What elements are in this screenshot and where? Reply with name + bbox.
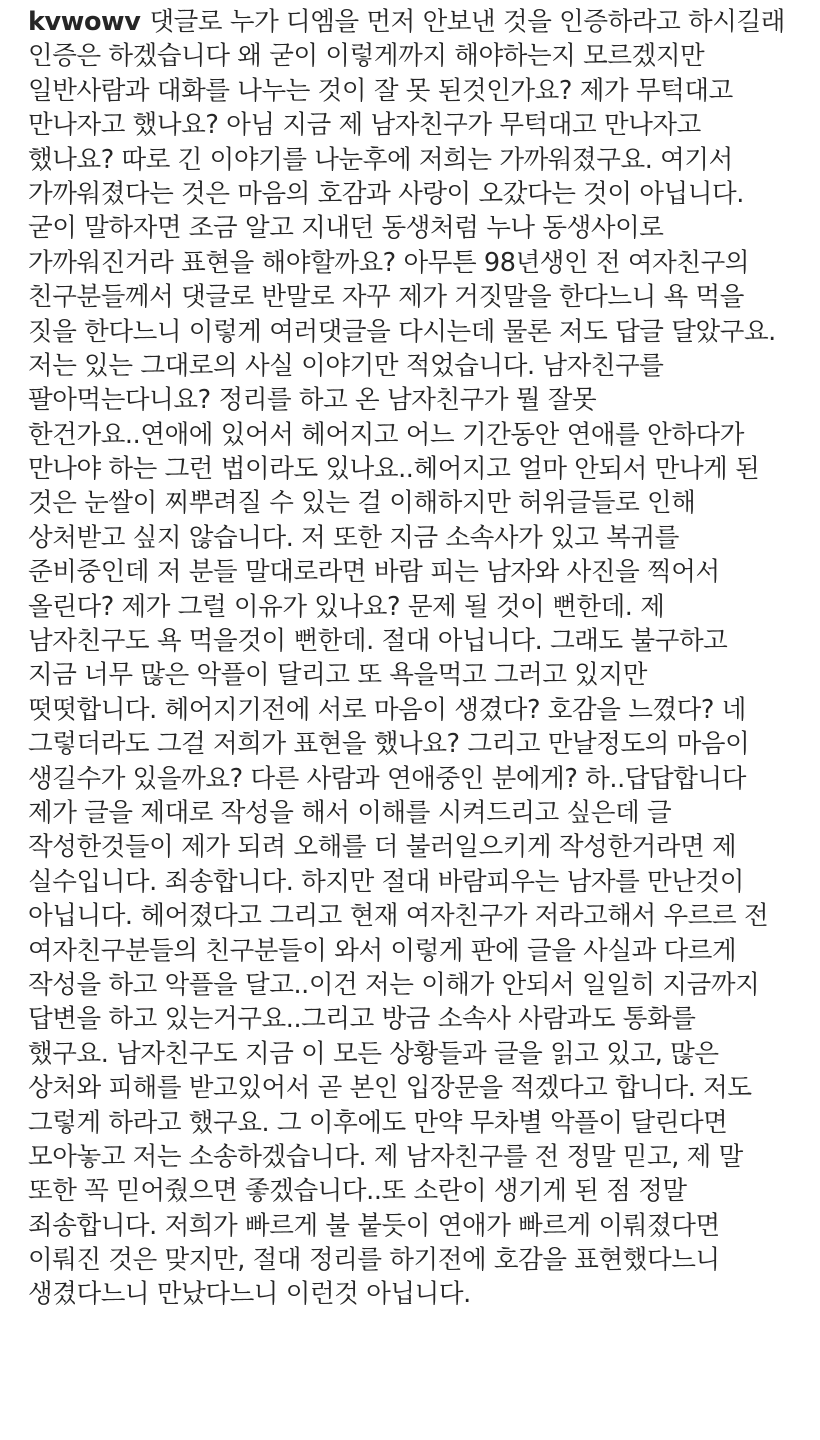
comment-line: 올린다? 제가 그럴 이유가 있나요? 문제 될 것이 뻔한데. 제 bbox=[28, 591, 665, 622]
comment-line: 했구요. 남자친구도 지금 이 모든 상황들과 글을 읽고 있고, 많은 bbox=[28, 1038, 719, 1069]
comment-line: 지금 너무 많은 악플이 달리고 또 욕을먹고 그러고 있지만 bbox=[28, 660, 648, 691]
comment-line: 저는 있는 그대로의 사실 이야기만 적었습니다. 남자친구를 bbox=[28, 350, 664, 381]
comment-line: 죄송합니다. 저희가 빠르게 불 붙듯이 연애가 빠르게 이뤄졌다면 bbox=[28, 1210, 720, 1241]
comment-line: 짓을 한다느니 이렇게 여러댓글을 다시는데 물론 저도 답글 달았구요. bbox=[28, 316, 776, 347]
comment-line: 이뤄진 것은 맞지만, 절대 정리를 하기전에 호감을 표현했다느니 bbox=[28, 1245, 720, 1276]
comment-line: 굳이 말하자면 조금 알고 지내던 동생처럼 누나 동생사이로 bbox=[28, 213, 664, 244]
comment-line: 제가 글을 제대로 작성을 해서 이해를 시켜드리고 싶은데 글 bbox=[28, 797, 672, 828]
comment-line: 생길수가 있을까요? 다른 사람과 연애중인 분에게? 하..답답합니다 bbox=[28, 763, 746, 794]
comment-line: 일반사람과 대화를 나누는 것이 잘 못 된것인가요? 제가 무턱대고 bbox=[28, 75, 733, 106]
comment-line: 가까워진거라 표현을 해야할까요? 아무튼 98년생인 전 여자친구의 bbox=[28, 247, 750, 278]
comment-text: 댓글로 누가 디엠을 먼저 안보낸 것을 인증하라고 하시길래 bbox=[149, 7, 785, 37]
comment-line: 했나요? 따로 긴 이야기를 나눈후에 저희는 가까워졌구요. 여기서 bbox=[28, 144, 733, 175]
comment-line: 떳떳합니다. 헤어지기전에 서로 마음이 생겼다? 호감을 느꼈다? 네 bbox=[28, 694, 746, 725]
comment-line: 또한 꼭 믿어줬으면 좋겠습니다..또 소란이 생기게 된 점 정말 bbox=[28, 1176, 687, 1207]
comment-line: 준비중인데 저 분들 말대로라면 바람 피는 남자와 사진을 찍어서 bbox=[28, 557, 720, 588]
comment-line: 작성을 하고 악플을 달고..이건 저는 이해가 안되서 일일히 지금까지 bbox=[28, 969, 760, 1000]
comment-line: 실수입니다. 죄송합니다. 하지만 절대 바람피우는 남자를 만난것이 bbox=[28, 866, 744, 897]
comment-line: 친구분들께서 댓글로 반말로 자꾸 제가 거짓말을 한다느니 욕 먹을 bbox=[28, 282, 744, 313]
comment-line: 작성한것들이 제가 되려 오해를 더 불러일으키게 작성한거라면 제 bbox=[28, 832, 737, 863]
comment-line: 아닙니다. 헤어졌다고 그리고 현재 여자친구가 저라고해서 우르르 전 bbox=[28, 901, 769, 932]
comment-line: 모아놓고 저는 소송하겠습니다. 제 남자친구를 전 정말 믿고, 제 말 bbox=[28, 1141, 743, 1172]
comment-line: 그렇게 하라고 했구요. 그 이후에도 만약 무차별 악플이 달린다면 bbox=[28, 1107, 728, 1138]
comment-line: 가까워졌다는 것은 마음의 호감과 사랑이 오갔다는 것이 아닙니다. bbox=[28, 178, 744, 209]
comment-line: 답변을 하고 있는거구요..그리고 방금 소속사 사람과도 통화를 bbox=[28, 1004, 696, 1035]
comment-line: 여자친구분들의 친구분들이 와서 이렇게 판에 글을 사실과 다르게 bbox=[28, 935, 737, 966]
comment-line bbox=[28, 5, 808, 39]
comment-body bbox=[28, 5, 808, 1312]
comment-line: 그렇더라도 그걸 저희가 표현을 했나요? 그리고 만날정도의 마음이 bbox=[28, 729, 750, 760]
comment-username[interactable]: kvwowv bbox=[28, 7, 141, 37]
comment-line: 것은 눈쌀이 찌뿌려질 수 있는 걸 이해하지만 허위글들로 인해 bbox=[28, 488, 696, 519]
comment-line: 생겼다느니 만났다느니 이런것 아닙니다. bbox=[28, 1279, 471, 1310]
comment-line: 팔아먹는다니요? 정리를 하고 온 남자친구가 뭘 잘못 bbox=[28, 385, 597, 416]
comment-line: 상처받고 싶지 않습니다. 저 또한 지금 소속사가 있고 복귀를 bbox=[28, 522, 679, 553]
comment-line: 한건가요..연애에 있어서 헤어지고 어느 기간동안 연애를 안하다가 bbox=[28, 419, 744, 450]
comment-line: 상처와 피해를 받고있어서 곧 본인 입장문을 적겠다고 합니다. 저도 bbox=[28, 1073, 752, 1104]
comment-line: 만나야 하는 그런 법이라도 있나요..헤어지고 얼마 안되서 만나게 된 bbox=[28, 454, 760, 485]
comment-line: 인증은 하겠습니다 왜 굳이 이렇게까지 해야하는지 모르겠지만 bbox=[28, 41, 705, 72]
comment-line: 남자친구도 욕 먹을것이 뻔한데. 절대 아닙니다. 그래도 불구하고 bbox=[28, 626, 728, 657]
comment-line: 만나자고 했나요? 아님 지금 제 남자친구가 무턱대고 만나자고 bbox=[28, 110, 701, 141]
